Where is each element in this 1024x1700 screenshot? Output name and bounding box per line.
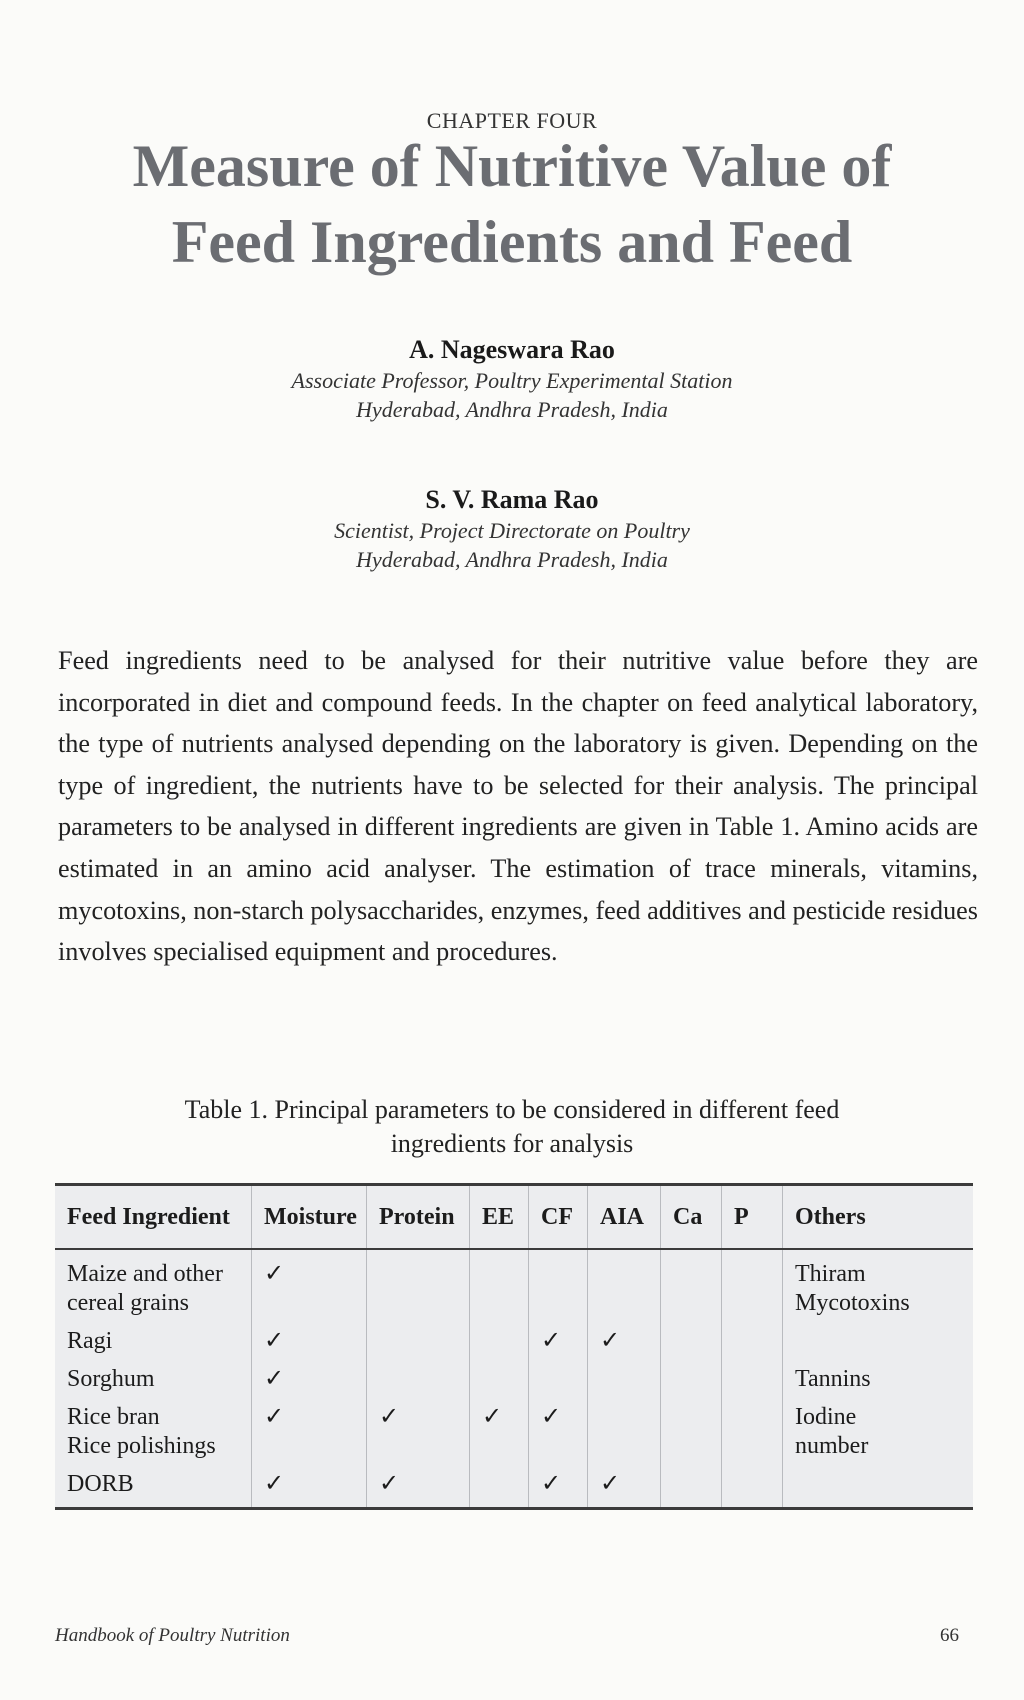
cell-moisture: ✓ (252, 1249, 367, 1324)
cell-ee (470, 1467, 529, 1509)
author-name: S. V. Rama Rao (425, 485, 599, 514)
cell-moisture: ✓ (252, 1324, 367, 1362)
col-header-cf: CF (529, 1185, 588, 1250)
intro-paragraph: Feed ingredients need to be analysed for their nutritive value before they are incorporated in diet and compound feeds. In the chapter on feed analytical laboratory, the type of nutrients analysed depending on the laboratory is given. Depending on the type of ingredient, the nutrients have to be selected for their analysis. The principal parameters to be analysed in different ingredients are given in Table 1. Amino acids are estimated in an amino acid analyser. The estimation of trace minerals, vitamins, mycotoxins, non-starch polysaccharides, enzymes, feed additives and pesticide residues involves specialised equipment and procedures. (58, 646, 978, 967)
cell-ca (661, 1249, 722, 1324)
cell-ingredient (55, 1324, 252, 1362)
cell-ca (661, 1400, 722, 1467)
author-block-1 (0, 334, 1024, 424)
cell-others (783, 1249, 974, 1324)
table-row (55, 1400, 973, 1467)
table-row (55, 1467, 973, 1509)
col-header-feed-ingredient: Feed Ingredient (55, 1185, 252, 1250)
cell-cf: ✓ (529, 1324, 588, 1362)
table-caption (0, 1093, 1024, 1161)
table-caption-line-2: ingredients for analysis (390, 1129, 634, 1158)
col-header-aia: AIA (588, 1185, 661, 1250)
table-row (55, 1362, 973, 1400)
col-header-ca: Ca (661, 1185, 722, 1250)
cell-ee (470, 1249, 529, 1324)
cell-ingredient (55, 1400, 252, 1467)
cell-aia (588, 1400, 661, 1467)
cell-cf: ✓ (529, 1400, 588, 1467)
cell-p (722, 1400, 783, 1467)
author-name: A. Nageswara Rao (409, 335, 615, 364)
ingredient-name-line: Sorghum (67, 1366, 155, 1392)
others-line: Tannins (795, 1366, 871, 1392)
chapter-title-line-1: Measure of Nutritive Value of (132, 133, 892, 199)
cell-ingredient (55, 1467, 252, 1509)
table-header-row (55, 1185, 973, 1250)
cell-ca (661, 1362, 722, 1400)
others-line: Mycotoxins (795, 1290, 910, 1316)
cell-aia (588, 1362, 661, 1400)
table-row (55, 1324, 973, 1362)
ingredient-name-line: DORB (67, 1471, 134, 1497)
cell-others (783, 1400, 974, 1467)
cell-moisture: ✓ (252, 1362, 367, 1400)
cell-cf: ✓ (529, 1467, 588, 1509)
col-header-others: Others (783, 1185, 974, 1250)
parameters-table (55, 1183, 973, 1510)
chapter-title (0, 128, 1024, 280)
cell-ca (661, 1467, 722, 1509)
ingredient-name-line: cereal grains (67, 1290, 189, 1316)
cell-ee: ✓ (470, 1400, 529, 1467)
cell-moisture: ✓ (252, 1400, 367, 1467)
cell-ca (661, 1324, 722, 1362)
ingredient-name-line: Ragi (67, 1328, 113, 1354)
chapter-title-line-2: Feed Ingredients and Feed (171, 209, 853, 275)
table-row (55, 1249, 973, 1324)
others-line: Iodine (795, 1404, 857, 1430)
chapter-label: CHAPTER FOUR (426, 108, 598, 133)
cell-ee (470, 1362, 529, 1400)
cell-p (722, 1467, 783, 1509)
col-header-moisture: Moisture (252, 1185, 367, 1250)
author-affiliation-line: Associate Professor, Poultry Experimental Station (291, 368, 733, 393)
cell-protein (367, 1249, 470, 1324)
col-header-protein: Protein (367, 1185, 470, 1250)
ingredient-name-line: Maize and other (67, 1261, 223, 1287)
cell-ingredient (55, 1249, 252, 1324)
others-line: Thiram (795, 1261, 866, 1287)
cell-p (722, 1249, 783, 1324)
col-header-p: P (722, 1185, 783, 1250)
cell-protein: ✓ (367, 1467, 470, 1509)
author-affiliation-line: Hyderabad, Andhra Pradesh, India (356, 397, 668, 422)
ingredient-name-line: Rice bran (67, 1404, 160, 1430)
footer-page-number: 66 (940, 1625, 959, 1646)
cell-others (783, 1324, 974, 1362)
cell-ee (470, 1324, 529, 1362)
cell-protein (367, 1324, 470, 1362)
others-line: number (795, 1433, 869, 1459)
author-block-2 (0, 484, 1024, 574)
cell-p (722, 1324, 783, 1362)
col-header-ee: EE (470, 1185, 529, 1250)
cell-protein (367, 1362, 470, 1400)
cell-aia: ✓ (588, 1324, 661, 1362)
cell-protein: ✓ (367, 1400, 470, 1467)
author-affiliation-line: Hyderabad, Andhra Pradesh, India (356, 547, 668, 572)
cell-cf (529, 1362, 588, 1400)
cell-aia: ✓ (588, 1467, 661, 1509)
cell-p (722, 1362, 783, 1400)
cell-ingredient (55, 1362, 252, 1400)
cell-others (783, 1467, 974, 1509)
author-affiliation-line: Scientist, Project Directorate on Poultry (334, 518, 690, 543)
footer-book-title: Handbook of Poultry Nutrition (55, 1625, 290, 1646)
table-caption-line-1: Table 1. Principal parameters to be considered in different feed (184, 1095, 840, 1124)
ingredient-name-line: Rice polishings (67, 1433, 216, 1459)
cell-aia (588, 1249, 661, 1324)
cell-cf (529, 1249, 588, 1324)
cell-others (783, 1362, 974, 1400)
cell-moisture: ✓ (252, 1467, 367, 1509)
